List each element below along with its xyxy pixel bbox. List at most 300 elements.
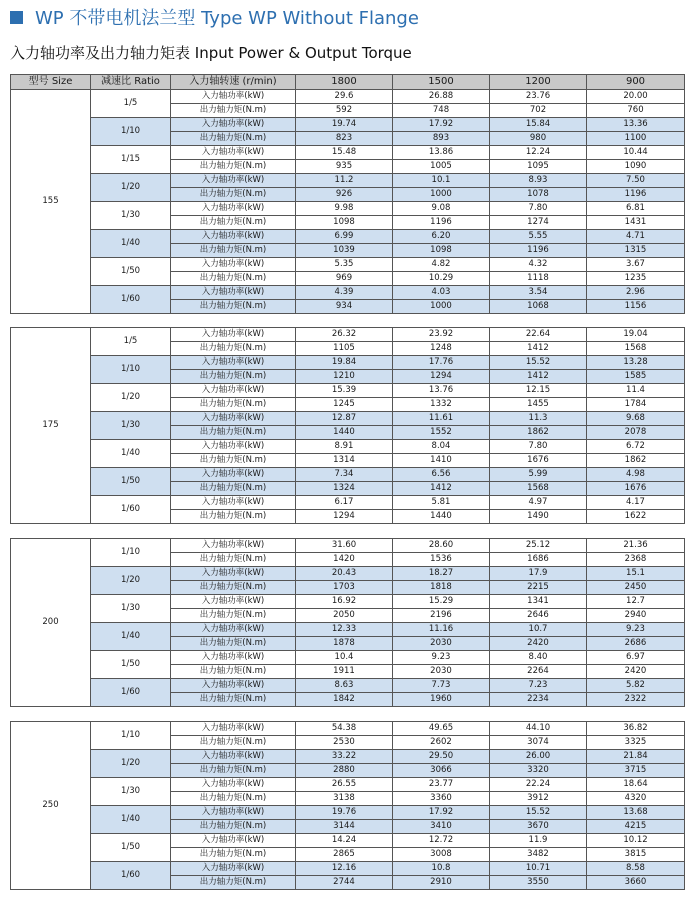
- power-value: 18.27: [393, 567, 490, 581]
- power-value: 4.03: [393, 286, 490, 300]
- power-value: 15.29: [393, 595, 490, 609]
- page-title: [10, 4, 419, 30]
- power-value: 3.67: [587, 258, 685, 272]
- torque-label: 出力轴力矩(N.m): [171, 104, 296, 118]
- torque-label: 出力轴力矩(N.m): [171, 454, 296, 468]
- power-value: 11.2: [296, 174, 393, 188]
- power-value: 10.12: [587, 834, 685, 848]
- torque-label: 出力轴力矩(N.m): [171, 876, 296, 890]
- power-value: 5.35: [296, 258, 393, 272]
- torque-value: 760: [587, 104, 685, 118]
- torque-value: 1196: [393, 216, 490, 230]
- ratio-cell: 1/10: [91, 356, 171, 384]
- table-row: [11, 834, 685, 848]
- torque-value: 3715: [587, 764, 685, 778]
- ratio-cell: 1/30: [91, 412, 171, 440]
- ratio-cell: 1/50: [91, 651, 171, 679]
- torque-value: 2646: [490, 609, 587, 623]
- power-value: 5.81: [393, 496, 490, 510]
- torque-value: 3066: [393, 764, 490, 778]
- power-value: 9.98: [296, 202, 393, 216]
- power-label: 入力轴功率(kW): [171, 778, 296, 792]
- power-value: 5.55: [490, 230, 587, 244]
- power-value: 15.48: [296, 146, 393, 160]
- header-ratio: 减速比 Ratio: [91, 75, 171, 90]
- table-row: [11, 328, 685, 342]
- torque-value: 1412: [393, 482, 490, 496]
- torque-value: 1118: [490, 272, 587, 286]
- torque-value: 1818: [393, 581, 490, 595]
- power-value: 15.39: [296, 384, 393, 398]
- table-row: [11, 384, 685, 398]
- torque-value: 1235: [587, 272, 685, 286]
- table-row: [11, 750, 685, 764]
- table-row: [11, 146, 685, 160]
- power-value: 8.93: [490, 174, 587, 188]
- power-value: 23.76: [490, 90, 587, 104]
- power-label: 入力轴功率(kW): [171, 174, 296, 188]
- torque-value: 2910: [393, 876, 490, 890]
- torque-label: 出力轴力矩(N.m): [171, 160, 296, 174]
- torque-value: 980: [490, 132, 587, 146]
- torque-value: 3325: [587, 736, 685, 750]
- torque-value: 3482: [490, 848, 587, 862]
- power-value: 19.04: [587, 328, 685, 342]
- torque-value: 1000: [393, 188, 490, 202]
- torque-value: 4320: [587, 792, 685, 806]
- torque-value: 3320: [490, 764, 587, 778]
- power-value: 4.97: [490, 496, 587, 510]
- power-value: 13.68: [587, 806, 685, 820]
- torque-label: 出力轴力矩(N.m): [171, 132, 296, 146]
- size-cell: 250: [11, 722, 91, 890]
- header-speed-1: 1500: [393, 75, 490, 90]
- torque-value: 748: [393, 104, 490, 118]
- torque-value: 1090: [587, 160, 685, 174]
- torque-label: 出力轴力矩(N.m): [171, 482, 296, 496]
- torque-value: 1862: [587, 454, 685, 468]
- torque-value: 926: [296, 188, 393, 202]
- power-label: 入力轴功率(kW): [171, 440, 296, 454]
- torque-value: 2865: [296, 848, 393, 862]
- power-value: 11.4: [587, 384, 685, 398]
- torque-label: 出力轴力矩(N.m): [171, 693, 296, 707]
- power-value: 6.56: [393, 468, 490, 482]
- spec-table-175: [10, 327, 685, 524]
- torque-value: 1098: [393, 244, 490, 258]
- torque-value: 1878: [296, 637, 393, 651]
- power-value: 6.20: [393, 230, 490, 244]
- torque-value: 1862: [490, 426, 587, 440]
- power-value: 2.96: [587, 286, 685, 300]
- power-value: 11.9: [490, 834, 587, 848]
- power-value: 26.55: [296, 778, 393, 792]
- torque-label: 出力轴力矩(N.m): [171, 581, 296, 595]
- power-label: 入力轴功率(kW): [171, 539, 296, 553]
- power-label: 入力轴功率(kW): [171, 722, 296, 736]
- ratio-cell: 1/40: [91, 440, 171, 468]
- power-label: 入力轴功率(kW): [171, 496, 296, 510]
- power-value: 20.43: [296, 567, 393, 581]
- torque-value: 1039: [296, 244, 393, 258]
- torque-value: 2530: [296, 736, 393, 750]
- power-value: 7.73: [393, 679, 490, 693]
- header-speed-2: 1200: [490, 75, 587, 90]
- torque-value: 3410: [393, 820, 490, 834]
- torque-label: 出力轴力矩(N.m): [171, 188, 296, 202]
- table-row: [11, 496, 685, 510]
- torque-value: 1156: [587, 300, 685, 314]
- torque-label: 出力轴力矩(N.m): [171, 370, 296, 384]
- torque-value: 2234: [490, 693, 587, 707]
- power-value: 28.60: [393, 539, 490, 553]
- torque-value: 1568: [490, 482, 587, 496]
- power-value: 7.80: [490, 202, 587, 216]
- torque-value: 1245: [296, 398, 393, 412]
- torque-value: 2264: [490, 665, 587, 679]
- torque-label: 出力轴力矩(N.m): [171, 736, 296, 750]
- power-value: 10.44: [587, 146, 685, 160]
- ratio-cell: 1/5: [91, 328, 171, 356]
- torque-value: 893: [393, 132, 490, 146]
- power-value: 9.08: [393, 202, 490, 216]
- power-label: 入力轴功率(kW): [171, 595, 296, 609]
- power-label: 入力轴功率(kW): [171, 118, 296, 132]
- torque-value: 3670: [490, 820, 587, 834]
- ratio-cell: 1/10: [91, 118, 171, 146]
- power-label: 入力轴功率(kW): [171, 202, 296, 216]
- power-value: 9.23: [393, 651, 490, 665]
- power-value: 17.92: [393, 806, 490, 820]
- table-row: [11, 118, 685, 132]
- ratio-cell: 1/30: [91, 778, 171, 806]
- power-value: 17.9: [490, 567, 587, 581]
- header-size: 型号 Size: [11, 75, 91, 90]
- torque-value: 702: [490, 104, 587, 118]
- table-row: [11, 230, 685, 244]
- power-value: 4.39: [296, 286, 393, 300]
- power-value: 26.00: [490, 750, 587, 764]
- power-value: 18.64: [587, 778, 685, 792]
- power-value: 6.72: [587, 440, 685, 454]
- ratio-cell: 1/60: [91, 679, 171, 707]
- power-value: 7.34: [296, 468, 393, 482]
- power-value: 13.28: [587, 356, 685, 370]
- torque-value: 3008: [393, 848, 490, 862]
- torque-value: 1440: [393, 510, 490, 524]
- power-value: 8.91: [296, 440, 393, 454]
- torque-value: 1100: [587, 132, 685, 146]
- power-value: 17.92: [393, 118, 490, 132]
- page-title-text: WP 不带电机法兰型 Type WP Without Flange: [35, 8, 419, 29]
- torque-label: 出力轴力矩(N.m): [171, 398, 296, 412]
- power-value: 15.52: [490, 806, 587, 820]
- table-row: [11, 258, 685, 272]
- torque-value: 1332: [393, 398, 490, 412]
- power-value: 6.97: [587, 651, 685, 665]
- torque-value: 10.29: [393, 272, 490, 286]
- power-value: 6.81: [587, 202, 685, 216]
- torque-value: 1315: [587, 244, 685, 258]
- power-label: 入力轴功率(kW): [171, 90, 296, 104]
- power-value: 12.16: [296, 862, 393, 876]
- power-value: 16.92: [296, 595, 393, 609]
- torque-value: 2686: [587, 637, 685, 651]
- power-label: 入力轴功率(kW): [171, 328, 296, 342]
- torque-value: 1686: [490, 553, 587, 567]
- torque-value: 2030: [393, 665, 490, 679]
- power-label: 入力轴功率(kW): [171, 286, 296, 300]
- power-value: 31.60: [296, 539, 393, 553]
- power-value: 8.40: [490, 651, 587, 665]
- torque-value: 592: [296, 104, 393, 118]
- power-label: 入力轴功率(kW): [171, 258, 296, 272]
- power-value: 19.74: [296, 118, 393, 132]
- power-value: 11.16: [393, 623, 490, 637]
- power-value: 29.6: [296, 90, 393, 104]
- torque-value: 1420: [296, 553, 393, 567]
- torque-value: 969: [296, 272, 393, 286]
- power-value: 12.7: [587, 595, 685, 609]
- torque-value: 1784: [587, 398, 685, 412]
- ratio-cell: 1/30: [91, 595, 171, 623]
- torque-value: 935: [296, 160, 393, 174]
- ratio-cell: 1/20: [91, 750, 171, 778]
- torque-label: 出力轴力矩(N.m): [171, 426, 296, 440]
- torque-value: 1294: [296, 510, 393, 524]
- table-row: [11, 90, 685, 104]
- power-label: 入力轴功率(kW): [171, 834, 296, 848]
- ratio-cell: 1/60: [91, 496, 171, 524]
- power-value: 7.80: [490, 440, 587, 454]
- power-value: 7.50: [587, 174, 685, 188]
- power-value: 10.71: [490, 862, 587, 876]
- torque-label: 出力轴力矩(N.m): [171, 553, 296, 567]
- torque-value: 1911: [296, 665, 393, 679]
- spec-table-250: [10, 721, 685, 890]
- power-label: 入力轴功率(kW): [171, 230, 296, 244]
- power-value: 4.82: [393, 258, 490, 272]
- torque-value: 1703: [296, 581, 393, 595]
- torque-value: 3815: [587, 848, 685, 862]
- torque-label: 出力轴力矩(N.m): [171, 637, 296, 651]
- power-value: 20.00: [587, 90, 685, 104]
- table-row: [11, 651, 685, 665]
- torque-value: 934: [296, 300, 393, 314]
- power-value: 8.63: [296, 679, 393, 693]
- power-value: 23.92: [393, 328, 490, 342]
- table-row: [11, 806, 685, 820]
- ratio-cell: 1/20: [91, 384, 171, 412]
- torque-label: 出力轴力矩(N.m): [171, 792, 296, 806]
- table-row: [11, 202, 685, 216]
- power-value: 13.86: [393, 146, 490, 160]
- power-value: 15.1: [587, 567, 685, 581]
- torque-value: 1196: [587, 188, 685, 202]
- power-value: 4.98: [587, 468, 685, 482]
- size-cell: 200: [11, 539, 91, 707]
- header-speed-3: 900: [587, 75, 685, 90]
- power-label: 入力轴功率(kW): [171, 750, 296, 764]
- power-value: 10.7: [490, 623, 587, 637]
- torque-value: 2420: [490, 637, 587, 651]
- torque-value: 3074: [490, 736, 587, 750]
- size-cell: 175: [11, 328, 91, 524]
- torque-value: 1676: [587, 482, 685, 496]
- table-row: [11, 440, 685, 454]
- torque-value: 1842: [296, 693, 393, 707]
- torque-value: 1410: [393, 454, 490, 468]
- power-value: 12.15: [490, 384, 587, 398]
- table-row: [11, 722, 685, 736]
- ratio-cell: 1/20: [91, 567, 171, 595]
- ratio-cell: 1/20: [91, 174, 171, 202]
- power-value: 11.61: [393, 412, 490, 426]
- ratio-cell: 1/30: [91, 202, 171, 230]
- torque-value: 2322: [587, 693, 685, 707]
- ratio-cell: 1/60: [91, 862, 171, 890]
- header-row: [11, 75, 685, 90]
- torque-value: 1294: [393, 370, 490, 384]
- power-value: 5.99: [490, 468, 587, 482]
- power-value: 5.82: [587, 679, 685, 693]
- ratio-cell: 1/40: [91, 623, 171, 651]
- power-value: 3.54: [490, 286, 587, 300]
- torque-label: 出力轴力矩(N.m): [171, 510, 296, 524]
- ratio-cell: 1/15: [91, 146, 171, 174]
- torque-value: 823: [296, 132, 393, 146]
- torque-value: 1440: [296, 426, 393, 440]
- power-label: 入力轴功率(kW): [171, 356, 296, 370]
- torque-value: 1412: [490, 342, 587, 356]
- spec-table-155: [10, 74, 685, 314]
- torque-value: 1248: [393, 342, 490, 356]
- torque-value: 2215: [490, 581, 587, 595]
- torque-value: 2450: [587, 581, 685, 595]
- power-value: 6.17: [296, 496, 393, 510]
- power-value: 26.32: [296, 328, 393, 342]
- power-label: 入力轴功率(kW): [171, 567, 296, 581]
- power-value: 13.76: [393, 384, 490, 398]
- torque-value: 3550: [490, 876, 587, 890]
- torque-value: 3912: [490, 792, 587, 806]
- power-value: 19.76: [296, 806, 393, 820]
- torque-value: 2420: [587, 665, 685, 679]
- torque-value: 2030: [393, 637, 490, 651]
- power-value: 15.84: [490, 118, 587, 132]
- table-row: [11, 412, 685, 426]
- torque-value: 1000: [393, 300, 490, 314]
- torque-label: 出力轴力矩(N.m): [171, 244, 296, 258]
- torque-value: 1676: [490, 454, 587, 468]
- torque-value: 2880: [296, 764, 393, 778]
- power-value: 12.33: [296, 623, 393, 637]
- torque-value: 1005: [393, 160, 490, 174]
- power-value: 26.88: [393, 90, 490, 104]
- torque-value: 1431: [587, 216, 685, 230]
- power-value: 10.8: [393, 862, 490, 876]
- power-value: 15.52: [490, 356, 587, 370]
- torque-value: 1960: [393, 693, 490, 707]
- power-value: 12.24: [490, 146, 587, 160]
- ratio-cell: 1/50: [91, 834, 171, 862]
- torque-label: 出力轴力矩(N.m): [171, 300, 296, 314]
- torque-value: 2196: [393, 609, 490, 623]
- torque-label: 出力轴力矩(N.m): [171, 272, 296, 286]
- size-cell: 155: [11, 90, 91, 314]
- torque-value: 1095: [490, 160, 587, 174]
- torque-value: 1210: [296, 370, 393, 384]
- torque-value: 1585: [587, 370, 685, 384]
- power-value: 1341: [490, 595, 587, 609]
- torque-value: 4215: [587, 820, 685, 834]
- torque-value: 1105: [296, 342, 393, 356]
- power-value: 8.58: [587, 862, 685, 876]
- power-value: 22.24: [490, 778, 587, 792]
- power-value: 10.4: [296, 651, 393, 665]
- power-label: 入力轴功率(kW): [171, 651, 296, 665]
- power-label: 入力轴功率(kW): [171, 623, 296, 637]
- torque-value: 2050: [296, 609, 393, 623]
- power-value: 4.17: [587, 496, 685, 510]
- torque-label: 出力轴力矩(N.m): [171, 764, 296, 778]
- torque-value: 3360: [393, 792, 490, 806]
- power-value: 29.50: [393, 750, 490, 764]
- power-value: 17.76: [393, 356, 490, 370]
- power-value: 9.23: [587, 623, 685, 637]
- power-value: 6.99: [296, 230, 393, 244]
- ratio-cell: 1/60: [91, 286, 171, 314]
- torque-value: 1196: [490, 244, 587, 258]
- table-row: [11, 778, 685, 792]
- torque-value: 1490: [490, 510, 587, 524]
- torque-value: 2602: [393, 736, 490, 750]
- power-value: 44.10: [490, 722, 587, 736]
- power-value: 25.12: [490, 539, 587, 553]
- table-row: [11, 567, 685, 581]
- torque-value: 1274: [490, 216, 587, 230]
- power-label: 入力轴功率(kW): [171, 468, 296, 482]
- table-row: [11, 595, 685, 609]
- table-row: [11, 862, 685, 876]
- power-label: 入力轴功率(kW): [171, 679, 296, 693]
- ratio-cell: 1/50: [91, 468, 171, 496]
- power-value: 33.22: [296, 750, 393, 764]
- table-row: [11, 623, 685, 637]
- power-value: 19.84: [296, 356, 393, 370]
- torque-value: 1078: [490, 188, 587, 202]
- torque-value: 1314: [296, 454, 393, 468]
- power-value: 13.36: [587, 118, 685, 132]
- torque-value: 2368: [587, 553, 685, 567]
- power-value: 23.77: [393, 778, 490, 792]
- power-value: 21.36: [587, 539, 685, 553]
- spec-table-200: [10, 538, 685, 707]
- table-subtitle: 入力轴功率及出力轴力矩表 Input Power & Output Torque: [10, 44, 412, 62]
- power-value: 12.72: [393, 834, 490, 848]
- power-value: 4.71: [587, 230, 685, 244]
- header-speed-label: 入力轴转速 (r/min): [171, 75, 296, 90]
- torque-value: 1068: [490, 300, 587, 314]
- torque-value: 1324: [296, 482, 393, 496]
- power-value: 8.04: [393, 440, 490, 454]
- torque-value: 3138: [296, 792, 393, 806]
- power-value: 22.64: [490, 328, 587, 342]
- table-row: [11, 174, 685, 188]
- power-value: 11.3: [490, 412, 587, 426]
- ratio-cell: 1/5: [91, 90, 171, 118]
- torque-value: 3660: [587, 876, 685, 890]
